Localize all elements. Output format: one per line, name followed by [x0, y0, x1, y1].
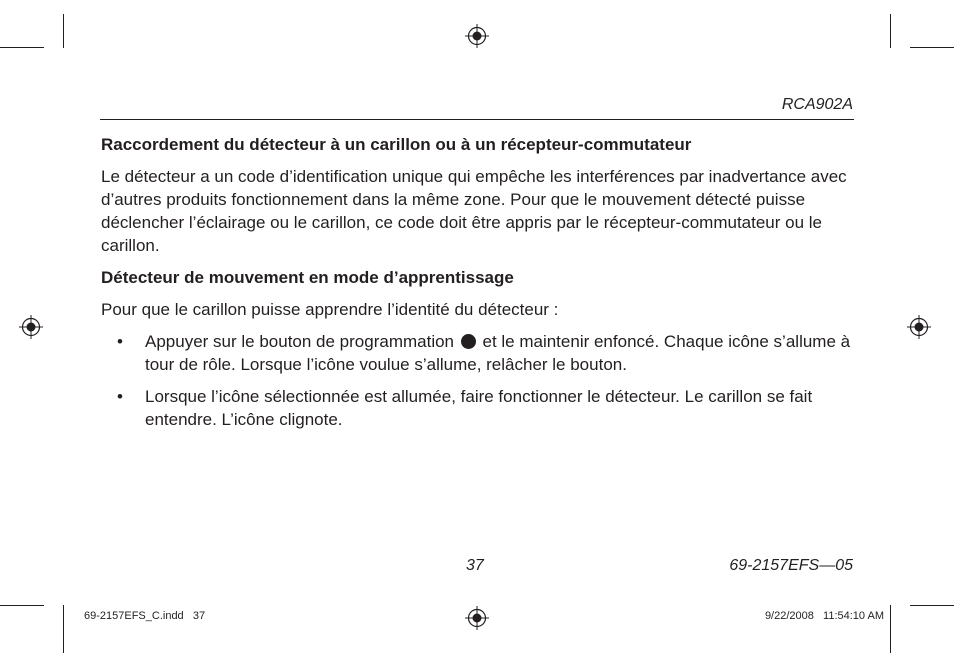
- registration-mark-icon: [907, 315, 931, 339]
- registration-mark-icon: [19, 315, 43, 339]
- section-heading: Détecteur de mouvement en mode d’apprentissage: [101, 268, 514, 287]
- list-item: [101, 330, 861, 376]
- bullet-glyph: •: [117, 332, 123, 351]
- header-rule: [100, 119, 854, 120]
- slug-date-info: 9/22/2008 11:54:10 AM: [764, 610, 884, 622]
- instruction-list: [101, 330, 861, 431]
- section-heading: Raccordement du détecteur à un carillon ou à un récepteur-commutateur: [101, 135, 692, 154]
- list-item-text: Lorsque l’icône sélectionnée est allumée, faire fonctionner le détecteur. Le carillon se fait entendre. L’icône clignote.: [145, 387, 813, 429]
- crop-mark: [890, 14, 891, 48]
- list-item-text: Appuyer sur le bouton de programmation: [145, 332, 455, 351]
- page-content: [101, 133, 861, 440]
- bullet-glyph: •: [117, 387, 123, 406]
- page-number: 37: [466, 557, 484, 574]
- crop-mark: [890, 605, 891, 653]
- crop-mark: [63, 14, 64, 48]
- registration-mark-icon: [465, 606, 489, 630]
- crop-mark: [63, 605, 64, 653]
- registration-mark-icon: [465, 24, 489, 48]
- model-number: RCA902A: [781, 96, 853, 113]
- program-button-icon: [461, 334, 476, 349]
- intro-text: Pour que le carillon puisse apprendre l’identité du détecteur :: [101, 300, 559, 319]
- slug-file-info: 69-2157EFS_C.indd 37: [84, 610, 206, 622]
- crop-mark: [0, 47, 44, 48]
- paragraph: Le détecteur a un code d’identification unique qui empêche les interférences par inadvertance avec d’autres produits fonctionnement dans la même zone. Pour que le mouvement détecté puisse déclencher l’éclairage ou le carillon, ce code doit être appris par le récepteur-commutateur ou le carillon.: [101, 167, 847, 255]
- crop-mark: [0, 605, 44, 606]
- list-item-text: et le maintenir enfoncé. Chaque icône s’allume à tour de rôle. Lorsque l’icône voulue s’allume, relâcher le bouton.: [145, 332, 851, 374]
- document-number: 69-2157EFS—05: [729, 557, 853, 574]
- crop-mark: [910, 605, 954, 606]
- list-item: [101, 385, 861, 431]
- crop-mark: [910, 47, 954, 48]
